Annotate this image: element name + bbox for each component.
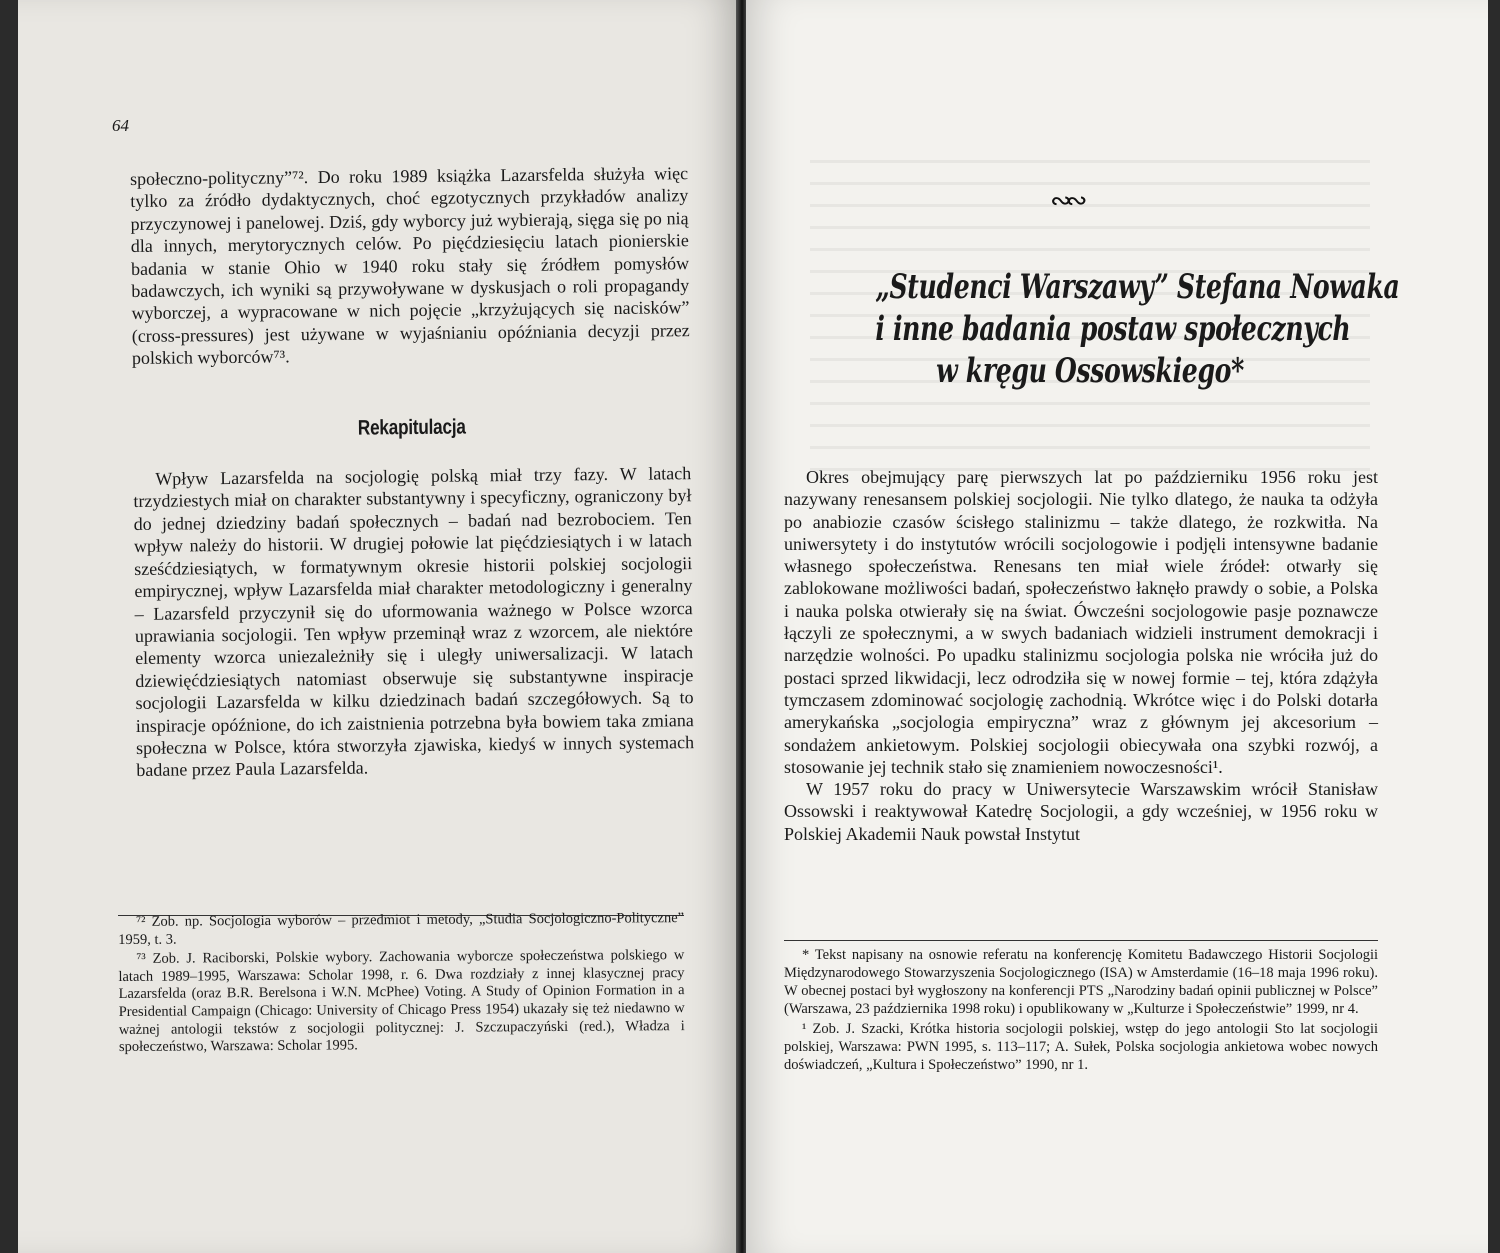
left-paragraph-2: Wpływ Lazarsfelda na socjologię polską miał trzy fazy. W latach trzydziestych miał on charakter substantywny i specyficzny, ograniczony był do jednej dziedziny badań społecznych – badań nad bezrobociem. Ten wpływ należy do historii. W drugiej połowie lat pięćdziesiątych i w latach sześćdziesiątych, w formatywnym okresie historii polskiej socjologii empirycznej, wpływ Lazarsfelda miał charakter metodologiczny i generalny – Lazarsfeld przyczynił się do uformowania ważnego w Polsce wzorca uprawiania socjologii. Ten wpływ przeminął wraz z wzorcem, ale niektóre elementy wzorca uniezależniły się i uległy uniwersalizacji. W latach dziewięćdziesiątych natomiast obserwuje się substantywne inspiracje socjologii Lazarsfelda w kilku dziedzinach badań szczegółowych. Są to inspiracje opóźnione, do ich zaistnienia potrzebna była bowiem taka zmiana społeczna w Polsce, która stworzyła zjawiska, kiedyś w innych systemach badane przez Paula Lazarsfelda.	[133, 463, 695, 781]
chapter-title-line-3: w kręgu Ossowskiego*	[936, 351, 1244, 391]
footnote-star: * Tekst napisany na osnowie referatu na konferencję Komitetu Badawczego Historii Socjologii Międzynarodowego Stowarzyszenia Socjologicznego (ISA) w Amsterdamie (16–18 maja 1996 roku). W obecnej postaci był wygłoszony na konferencji PTS „Narodziny badań opinii publicznej w Polsce” (Warszawa, 23 października 1998 roku) i opublikowany w „Kulturze i Społeczeństwie” 1999, nr 4.	[784, 947, 1378, 1017]
left-footnotes	[118, 910, 685, 1059]
chapter-title	[875, 266, 1400, 392]
chapter-title-line-1: „Studenci Warszawy” Stefana Nowaka	[875, 267, 1400, 307]
footnote-72: ⁷² Zob. np. Socjologia wyborów – przedmiot i metody, „Studia Socjologiczno-Polityczne” 1959, t. 3.	[118, 910, 685, 948]
footnote-73: ⁷³ Zob. J. Raciborski, Polskie wybory. Zachowania wyborcze społeczeństwa polskiego w latach 1989–1995, Warszawa: Scholar 1998, r. 6. Dwa rozdziały z innej klasycznej pracy Lazarsfelda (oraz B.R. Berelsona i W.N. McPhee) Voting. A Study of Opinion Formation in a Presidential Campaign (Chicago: University of Chicago Press 1954) ukazały się też niedawno w ważnej antologii tekstów z socjologii politycznej: J. Szczupaczyński (red.), Władza i społeczeństwo, Warszawa: Scholar 1995.	[118, 947, 685, 1056]
footnote-1: ¹ Zob. J. Szacki, Krótka historia socjologii polskiej, wstęp do jego antologii Sto lat socjologii polskiej, Warszawa: PWN 1995, s. 113–117; A. Sułek, Polska socjologia ankietowa wobec nowych doświadczeń, „Kultura i Społeczeństwo” 1990, nr 1.	[784, 1021, 1378, 1073]
section-heading: Rekapitulacja	[357, 415, 466, 440]
right-footnotes	[784, 946, 1378, 1076]
page-number: 64	[112, 116, 129, 135]
ornament-icon: ∾∾	[1050, 186, 1082, 215]
left-paragraph-1: społeczno-polityczny”⁷². Do roku 1989 książka Lazarsfelda służyła więc tylko za źródło dydaktycznych, choć egzotycznych przykładów analizy przyczynowej i panelowej. Dziś, gdy wyborcy już wybierają, sięga się po nią dla innych, merytorycznych celów. Po pięćdziesięciu latach pionierskie badania w stanie Ohio w 1940 roku stały się źródłem pomysłów badawczych, ich wyniki są przywoływane w dyskusjach o roli propagandy wyborczej, a wypracowane w nich pojęcie „krzyżujących się nacisków” (cross-pressures) jest używane w wyjaśnianiu opóźniania decyzji przez polskich wyborców⁷³.	[130, 163, 690, 369]
footnote-rule-right	[784, 940, 1378, 941]
left-body-text	[130, 162, 694, 782]
right-paragraph-2: W 1957 roku do pracy w Uniwersytecie Warszawskim wrócił Stanisław Ossowski i reaktywował Katedrę Socjologii, a gdy wcześniej, w 1956 roku w Polskiej Akademii Nauk powstał Instytut	[784, 779, 1378, 844]
chapter-title-line-2: i inne badania postaw społecznych	[875, 309, 1351, 349]
right-body-text	[784, 466, 1378, 845]
right-paragraph-1: Okres obejmujący parę pierwszych lat po październiku 1956 roku jest nazywany renesansem polskiej socjologii. Nie tylko dlatego, że nauka ta odżyła po anabiozie czasów ścisłego stalinizmu – także dlatego, że rozkwitła. Na uniwersytety i do instytutów wrócili socjologowie i podjęli intensywne badanie własnego społeczeństwa. Renesans ten miał wiele źródeł: otwarły się zablokowane możliwości badań, społeczeństwo łaknęło prawdy o sobie, a Polska i nauka polska otwierały się na świat. Ówcześni socjologowie pasje poznawcze łączyli ze społecznymi, a w swych badaniach widzieli instrument demokracji i narzędzie wolności. Po upadku stalinizmu socjologia polska nie wróciła już do postaci sprzed likwidacji, lecz odrodziła się w nowej formie – tej, która zdążyła tymczasem zdominować socjologię zachodnią. Wkrótce więc i do Polski dotarła amerykańska „socjologia empiryczna” wraz z głównym jej akcesorium – sondażem ankietowym. Polskiej socjologii obiecywała ona szybki rozwój, a stosowanie jej technik stało się znamieniem nowoczesności¹.	[784, 467, 1378, 777]
